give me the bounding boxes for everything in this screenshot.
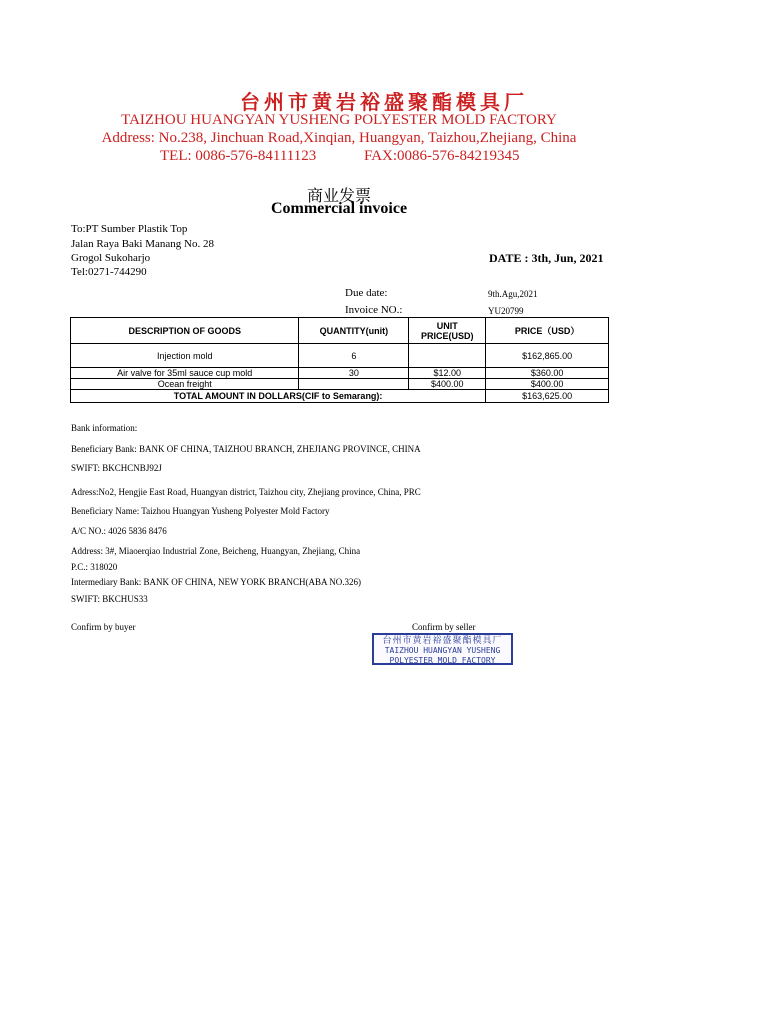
row-description: Ocean freight — [71, 379, 299, 390]
row-quantity: 30 — [299, 368, 409, 379]
total-label: TOTAL AMOUNT IN DOLLARS(CIF to Semarang): — [71, 390, 486, 403]
due-date-label: Due date: — [345, 287, 388, 299]
confirm-by-buyer: Confirm by buyer — [71, 622, 136, 632]
table-total-row — [71, 390, 609, 403]
table-row — [71, 368, 609, 379]
goods-table — [70, 317, 609, 403]
row-quantity — [299, 379, 409, 390]
row-unit-price: $12.00 — [409, 368, 486, 379]
swift-code-1: SWIFT: BKCHCNBJ92J — [71, 463, 162, 473]
row-quantity: 6 — [299, 344, 409, 368]
company-address: Address: No.238, Jinchuan Road,Xinqian, Huangyan, Taizhou,Zhejiang, China — [101, 130, 577, 146]
table-row — [71, 344, 609, 368]
row-unit-price: $400.00 — [409, 379, 486, 390]
stamp-line-english-2: POLYESTER MOLD FACTORY — [389, 656, 496, 665]
table-header-row — [71, 318, 609, 344]
due-date-value: 9th.Agu,2021 — [488, 289, 538, 299]
invoice-title-chinese: 商业发票 — [306, 186, 371, 205]
bank-address: Adress:No2, Hengjie East Road, Huangyan district, Taizhou city, Zhejiang province, China, PRC — [71, 487, 421, 497]
company-name-english: TAIZHOU HUANGYAN YUSHENG POLYESTER MOLD FACTORY — [121, 112, 557, 128]
invoice-title-english: Commercial invoice — [270, 200, 408, 217]
invoice-date: DATE : 3th, Jun, 2021 — [489, 251, 604, 265]
invoice-number-value: YU20799 — [488, 306, 524, 316]
recipient-line-2: Jalan Raya Baki Manang No. 28 — [71, 238, 214, 250]
swift-code-2: SWIFT: BKCHUS33 — [71, 594, 148, 604]
recipient-line-3: Grogol Sukoharjo — [71, 252, 151, 264]
company-stamp — [372, 633, 513, 665]
beneficiary-bank: Beneficiary Bank: BANK OF CHINA, TAIZHOU BRANCH, ZHEJIANG PROVINCE, CHINA — [71, 444, 421, 454]
header-price: PRICE（USD） — [486, 318, 609, 344]
company-tel: TEL: 0086-576-84111123 — [160, 148, 317, 164]
beneficiary-address: Address: 3#, Miaoerqiao Industrial Zone, Beicheng, Huangyan, Zhejiang, China — [71, 546, 361, 556]
recipient-line-4: Tel:0271-744290 — [71, 266, 147, 278]
row-price: $400.00 — [486, 379, 609, 390]
recipient-line-1: To:PT Sumber Plastik Top — [71, 223, 188, 235]
bank-info-heading: Bank information: — [71, 423, 138, 433]
header-quantity: QUANTITY(unit) — [299, 318, 409, 344]
company-name-chinese: 台州市黄岩裕盛聚酯模具厂 — [240, 90, 528, 114]
beneficiary-name: Beneficiary Name: Taizhou Huangyan Yusheng Polyester Mold Factory — [71, 506, 330, 516]
total-value: $163,625.00 — [486, 390, 609, 403]
header-unit-price: UNIT PRICE(USD) — [409, 318, 486, 344]
account-number: A/C NO.: 4026 5836 8476 — [71, 526, 167, 536]
table-row — [71, 379, 609, 390]
row-description: Injection mold — [71, 344, 299, 368]
stamp-line-chinese: 台州市黄岩裕盛聚酯模具厂 — [382, 636, 503, 646]
header-description: DESCRIPTION OF GOODS — [71, 318, 299, 344]
intermediary-bank: Intermediary Bank: BANK OF CHINA, NEW YORK BRANCH(ABA NO.326) — [71, 577, 361, 587]
row-price: $162,865.00 — [486, 344, 609, 368]
company-fax: FAX:0086-576-84219345 — [364, 148, 520, 164]
stamp-line-english-1: TAIZHOU HUANGYAN YUSHENG — [384, 646, 501, 655]
invoice-number-label: Invoice NO.: — [345, 304, 403, 316]
row-price: $360.00 — [486, 368, 609, 379]
row-description: Air valve for 35ml sauce cup mold — [71, 368, 299, 379]
row-unit-price — [409, 344, 486, 368]
confirm-by-seller: Confirm by seller — [412, 622, 476, 632]
postal-code: P.C.: 318020 — [71, 562, 118, 572]
